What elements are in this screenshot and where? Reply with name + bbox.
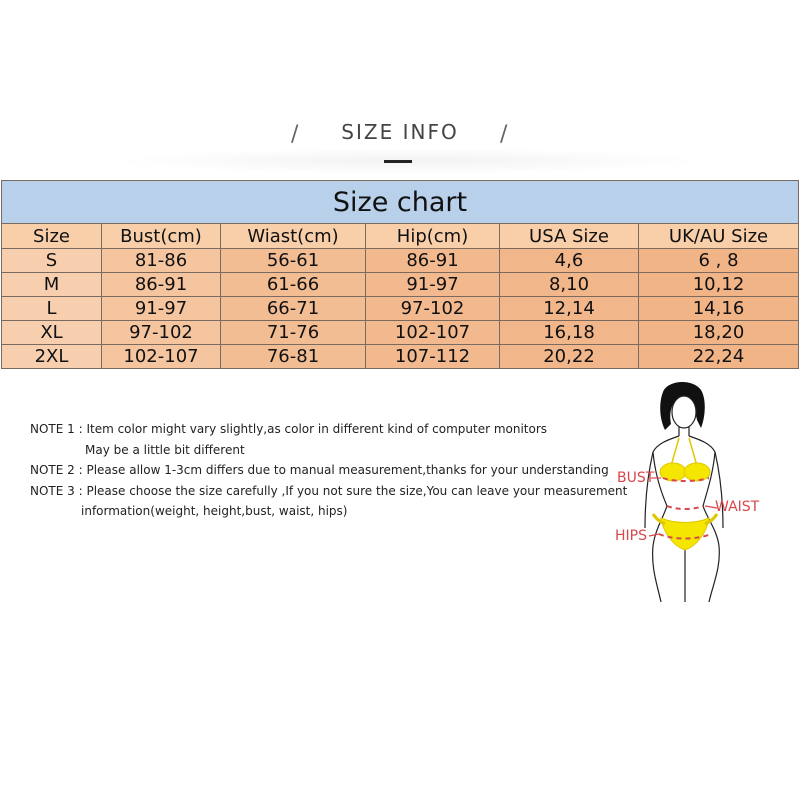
size-chart-caption: Size chart <box>2 181 799 224</box>
size-info-title: SIZE INFO <box>341 120 459 144</box>
table-cell: 12,14 <box>500 297 639 321</box>
note-3: NOTE 3 : Please choose the size carefully ,If you not sure the size,You can leave your measurement <box>30 483 628 498</box>
hips-label: HIPS <box>615 528 647 544</box>
column-header-size: Size <box>2 224 102 249</box>
table-cell: 107-112 <box>366 345 500 369</box>
note-1-continuation: May be a little bit different <box>85 442 245 457</box>
table-cell: 102-107 <box>102 345 221 369</box>
table-row <box>2 345 799 369</box>
body-illustration <box>605 378 775 606</box>
table-cell: 71-76 <box>221 321 366 345</box>
column-header-bust: Bust(cm) <box>102 224 221 249</box>
left-slash: / <box>291 122 299 147</box>
table-cell: 14,16 <box>639 297 799 321</box>
table-cell: 20,22 <box>500 345 639 369</box>
table-cell: 91-97 <box>366 273 500 297</box>
column-header-usa-size: USA Size <box>500 224 639 249</box>
table-cell: 10,12 <box>639 273 799 297</box>
body-measurement-figure <box>605 378 775 606</box>
size-chart-table <box>1 180 799 369</box>
table-cell: 16,18 <box>500 321 639 345</box>
table-cell: 61-66 <box>221 273 366 297</box>
table-cell: 8,10 <box>500 273 639 297</box>
column-header-row <box>2 224 799 249</box>
table-row <box>2 297 799 321</box>
table-cell: 2XL <box>2 345 102 369</box>
table-cell: 76-81 <box>221 345 366 369</box>
column-header-waist: Wiast(cm) <box>221 224 366 249</box>
table-cell: 6 , 8 <box>639 249 799 273</box>
note-3-continuation: information(weight, height,bust, waist, hips) <box>81 504 348 518</box>
title-underline <box>384 160 412 163</box>
table-cell: 97-102 <box>102 321 221 345</box>
table-cell: 86-91 <box>366 249 500 273</box>
table-cell: 22,24 <box>639 345 799 369</box>
table-cell: 91-97 <box>102 297 221 321</box>
note-1: NOTE 1 : Item color might vary slightly,as color in different kind of computer monitors <box>30 422 548 436</box>
table-cell: 56-61 <box>221 249 366 273</box>
note-2: NOTE 2 : Please allow 1-3cm differs due to manual measurement,thanks for your understanding <box>30 463 609 477</box>
table-cell: M <box>2 273 102 297</box>
table-cell: 102-107 <box>366 321 500 345</box>
table-row <box>2 273 799 297</box>
size-info-header <box>0 116 800 176</box>
column-header-uk-au-size: UK/AU Size <box>639 224 799 249</box>
table-row <box>2 321 799 345</box>
table-cell: 66-71 <box>221 297 366 321</box>
column-header-hip: Hip(cm) <box>366 224 500 249</box>
table-cell: 81-86 <box>102 249 221 273</box>
bust-label: BUST <box>617 470 655 486</box>
table-cell: 97-102 <box>366 297 500 321</box>
table-cell: XL <box>2 321 102 345</box>
table-cell: S <box>2 249 102 273</box>
table-cell: L <box>2 297 102 321</box>
waist-label: WAIST <box>715 499 760 515</box>
notes-section <box>30 419 628 522</box>
table-cell: 18,20 <box>639 321 799 345</box>
table-row <box>2 249 799 273</box>
table-cell: 86-91 <box>102 273 221 297</box>
right-slash: / <box>500 122 508 147</box>
table-cell: 4,6 <box>500 249 639 273</box>
